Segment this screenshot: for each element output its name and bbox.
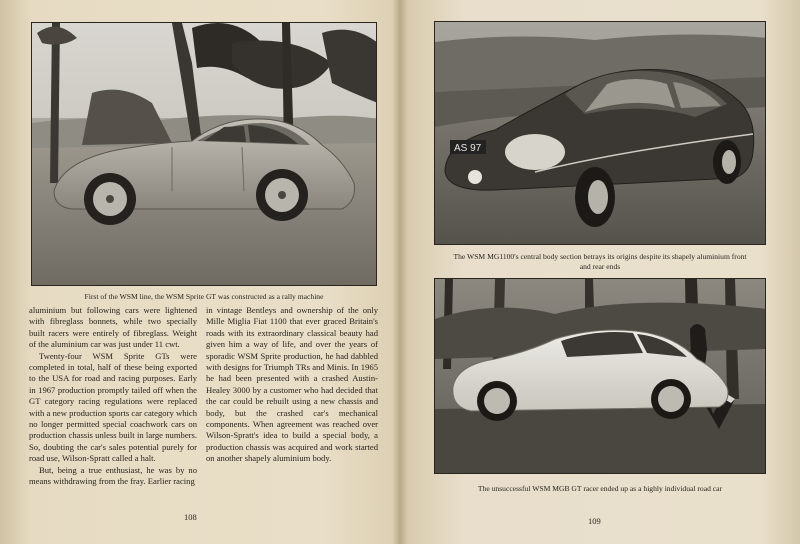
- caption-mgb-gt: The unsuccessful WSM MGB GT racer ended up as a highly individual road car: [477, 484, 723, 493]
- paragraph: Twenty-four WSM Sprite GTs were completed in total, half of these being exported to the USA for road and racing purposes. Early in 1967 production promptly tailed off when the GT category racing regulations were replaced with a new production sports car category which no longer permitted special coachwork cars on production chassis unless built in large numbers. So, doubting the car's sales potential purely for road use, Wilson-Spratt called a halt.: [29, 350, 197, 464]
- photo-wsm-mgb-gt: [434, 278, 766, 474]
- page-number-right: 109: [588, 516, 601, 526]
- photo-wsm-sprite-gt: [31, 22, 377, 286]
- photo-wsm-mg1100: [434, 21, 766, 245]
- sprite-gt-illustration: [32, 23, 377, 286]
- mg1100-illustration: [435, 22, 766, 245]
- license-plate-text: AS 97: [454, 143, 482, 154]
- caption-mg1100: The WSM MG1100's central body section betrays its origins despite its shapely aluminium front and rear ends: [453, 252, 747, 271]
- page-number-left: 108: [184, 512, 197, 522]
- text-column-1: [29, 305, 197, 488]
- text-column-2: [206, 305, 378, 465]
- mgb-gt-illustration: [435, 279, 766, 474]
- right-page: [408, 0, 800, 544]
- paragraph: aluminium but following cars were lightened with fibreglass bonnets, while two specially built racers were entirely of fibreglass. Weight of the aluminium car was just under 11 cwt.: [29, 305, 197, 350]
- paragraph: But, being a true enthusiast, he was by no means withdrawing from the fray. Earlier racing: [29, 464, 197, 487]
- paragraph: in vintage Bentleys and ownership of the only Mille Miglia Fiat 1100 that ever graced Britain's roads with its extraordinary classical beauty had given him a way of life, and over the years of sporadic WSM Sprite production, he had dabbled with designs for Triumph TRs and Minis. In 1965 he had been presented with a crashed Austin-Healey 3000 by a customer who had decided that the car could be rebuilt using a new chassis and body, but the crashed car's mechanical components. When agreement was reached over Wilson-Spratt's idea to build a special body, a production chassis was acquired and work started on another shapely aluminium body.: [206, 305, 378, 464]
- caption-sprite-gt: First of the WSM line, the WSM Sprite GT was constructed as a rally machine: [84, 292, 324, 301]
